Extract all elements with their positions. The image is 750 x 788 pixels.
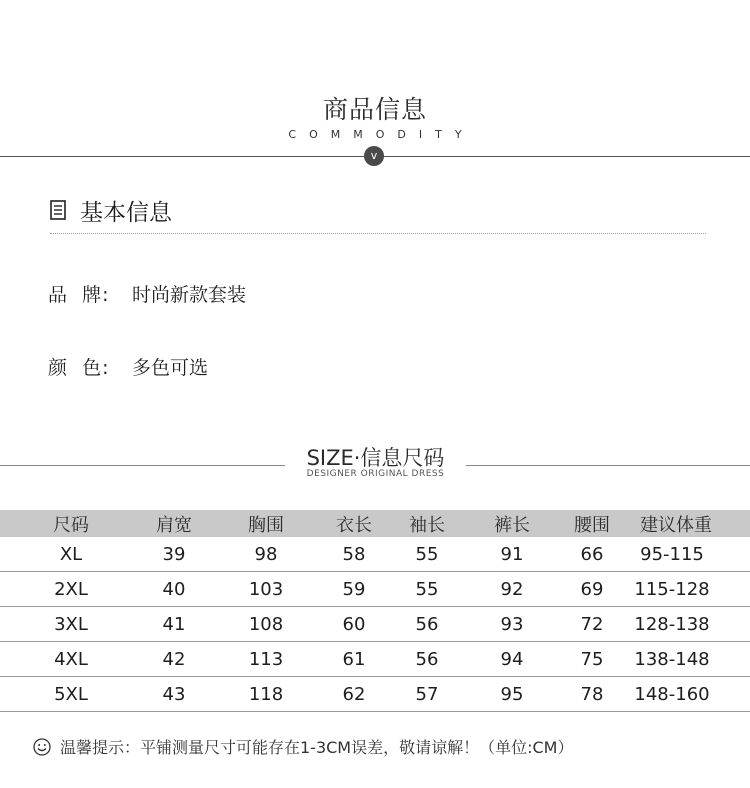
smiley-icon bbox=[33, 738, 51, 756]
size-divider-left bbox=[0, 465, 285, 466]
table-cell: 148-160 bbox=[634, 683, 710, 705]
table-cell: 72 bbox=[580, 613, 604, 635]
table-cell: 56 bbox=[415, 613, 439, 635]
table-cell: 93 bbox=[500, 613, 524, 635]
table-cell: 92 bbox=[500, 578, 524, 600]
table-cell: 2XL bbox=[54, 578, 88, 600]
table-cell: 113 bbox=[248, 648, 284, 670]
table-cell: 75 bbox=[580, 648, 604, 670]
table-row bbox=[0, 572, 750, 607]
color-label: 颜 色: bbox=[48, 357, 110, 379]
table-cell: 103 bbox=[248, 578, 284, 600]
table-cell: 91 bbox=[500, 543, 524, 565]
table-cell: 115-128 bbox=[634, 578, 710, 600]
brand-value: 时尚新款套装 bbox=[132, 284, 247, 306]
table-cell: 42 bbox=[162, 648, 186, 670]
table-cell: 40 bbox=[162, 578, 186, 600]
table-row bbox=[0, 642, 750, 677]
size-section-title: SIZE·信息尺码 bbox=[306, 446, 445, 470]
table-cell: 66 bbox=[580, 543, 604, 565]
page-title: 商品信息 bbox=[322, 95, 427, 124]
table-cell: 69 bbox=[580, 578, 604, 600]
page-subtitle: COMMODITY bbox=[288, 128, 475, 141]
basic-info-title: 基本信息 bbox=[80, 200, 172, 226]
column-header: 腰围 bbox=[574, 514, 610, 536]
table-cell: 41 bbox=[162, 613, 186, 635]
table-cell: 95-115 bbox=[640, 543, 704, 565]
table-cell: 118 bbox=[248, 683, 284, 705]
chevron-down-icon: v bbox=[364, 146, 384, 166]
table-cell: 59 bbox=[342, 578, 366, 600]
table-cell: 94 bbox=[500, 648, 524, 670]
table-cell: 98 bbox=[254, 543, 278, 565]
column-header: 衣长 bbox=[336, 514, 372, 536]
table-row bbox=[0, 607, 750, 642]
table-cell: 128-138 bbox=[634, 613, 710, 635]
table-cell: 108 bbox=[248, 613, 284, 635]
measurement-tip: 温馨提示：平铺测量尺寸可能存在1-3CM误差，敬请谅解！（单位:CM） bbox=[60, 738, 574, 757]
column-header: 袖长 bbox=[409, 514, 445, 536]
table-cell: 61 bbox=[342, 648, 366, 670]
color-value: 多色可选 bbox=[132, 357, 209, 379]
table-cell: 55 bbox=[415, 543, 439, 565]
table-header-row bbox=[0, 510, 750, 537]
table-row bbox=[0, 537, 750, 572]
brand-label: 品 牌: bbox=[48, 284, 110, 306]
table-cell: 58 bbox=[342, 543, 366, 565]
size-table bbox=[0, 510, 750, 712]
table-cell: 5XL bbox=[54, 683, 88, 705]
column-header: 肩宽 bbox=[156, 514, 192, 536]
size-divider-right bbox=[466, 465, 750, 466]
column-header: 建议体重 bbox=[640, 514, 712, 536]
table-cell: XL bbox=[59, 543, 83, 565]
table-cell: 3XL bbox=[54, 613, 88, 635]
table-row bbox=[0, 677, 750, 712]
table-cell: 95 bbox=[500, 683, 524, 705]
table-cell: 60 bbox=[342, 613, 366, 635]
column-header: 尺码 bbox=[53, 514, 89, 536]
table-cell: 138-148 bbox=[634, 648, 710, 670]
table-cell: 55 bbox=[415, 578, 439, 600]
table-cell: 56 bbox=[415, 648, 439, 670]
document-list-icon bbox=[50, 200, 66, 220]
table-cell: 57 bbox=[415, 683, 439, 705]
table-cell: 4XL bbox=[54, 648, 88, 670]
column-header: 胸围 bbox=[248, 514, 284, 536]
dotted-divider bbox=[50, 233, 706, 234]
table-cell: 39 bbox=[162, 543, 186, 565]
column-header: 裤长 bbox=[494, 514, 530, 536]
table-cell: 62 bbox=[342, 683, 366, 705]
table-cell: 43 bbox=[162, 683, 186, 705]
table-cell: 78 bbox=[580, 683, 604, 705]
size-section-subtitle: DESIGNER ORIGINAL DRESS bbox=[306, 469, 445, 479]
